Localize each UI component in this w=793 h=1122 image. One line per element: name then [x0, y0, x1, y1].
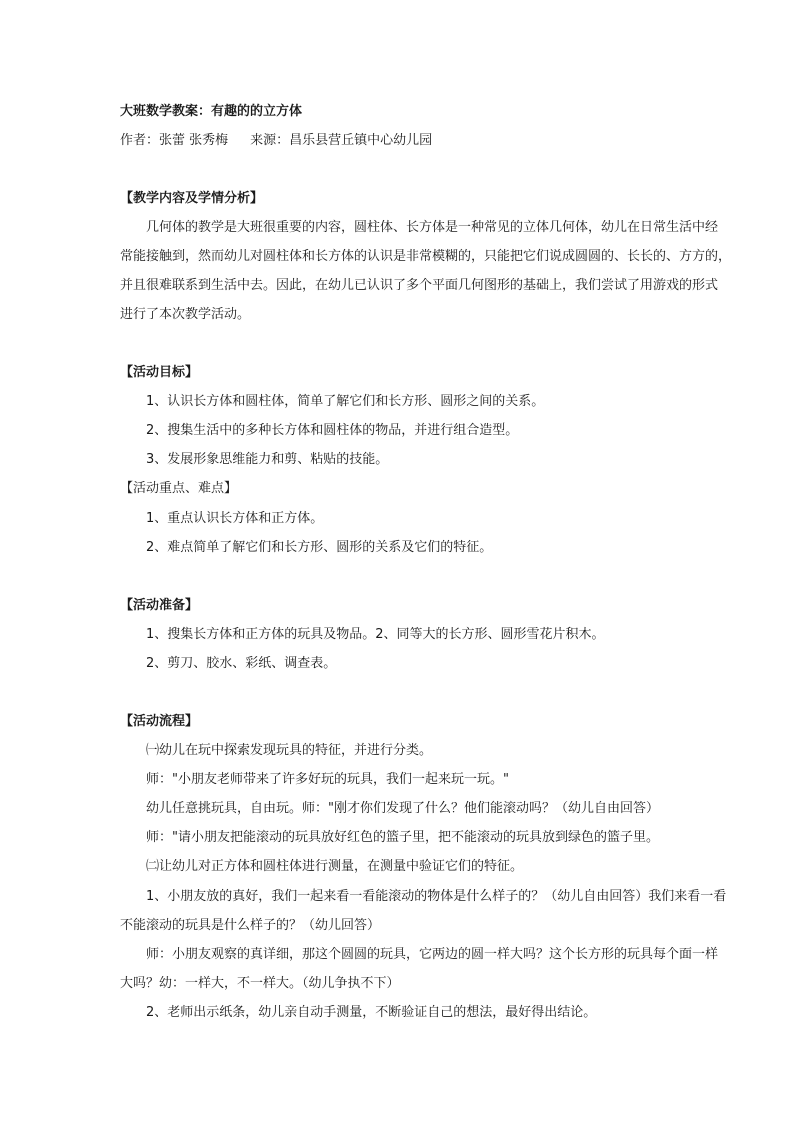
goal-item: 2、搜集生活中的多种长方体和圆柱体的物品，并进行组合造型。 [146, 423, 519, 438]
process-line: 幼儿任意挑玩具，自由玩。师："刚才你们发现了什么？他们能滚动吗？（幼儿自由回答） [146, 801, 659, 816]
process-line: 2、老师出示纸条，幼儿亲自动手测量，不断验证自己的想法，最好得出结论。 [146, 1005, 597, 1020]
analysis-line: 几何体的教学是大班很重要的内容，圆柱体、长方体是一种常见的立体几何体，幼儿在日常生活中经 [146, 220, 719, 235]
keypoints-heading: 【活动重点、难点】 [120, 481, 238, 496]
process-line: 1、小朋友放的真好，我们一起来看一看能滚动的物体是什么样子的？（幼儿自由回答）我们来看一看 [146, 889, 727, 904]
author-label: 作者：张蕾 张秀梅 [120, 133, 229, 148]
goal-item: 3、发展形象思维能力和剪、粘贴的技能。 [146, 452, 389, 467]
process-line: 大吗？幼：一样大，不一样大。（幼儿争执不下） [120, 976, 400, 991]
process-heading: 【活动流程】 [120, 714, 199, 729]
process-line: ㈠幼儿在玩中探索发现玩具的特征，并进行分类。 [146, 743, 433, 758]
process-line: 师："请小朋友把能滚动的玩具放好红色的篮子里，把不能滚动的玩具放到绿色的篮子里。 [146, 830, 659, 845]
analysis-line: 并且很难联系到生活中去。因此，在幼儿已认识了多个平面几何图形的基础上，我们尝试了用游戏的形式 [120, 278, 719, 293]
process-line: 师："小朋友老师带来了许多好玩的玩具，我们一起来玩一玩。" [146, 772, 509, 787]
keypoint-item: 2、难点简单了解它们和长方形、圆形的关系及它们的特征。 [146, 540, 493, 555]
analysis-line: 进行了本次教学活动。 [120, 307, 251, 322]
process-line: 不能滚动的玩具是什么样子的？（幼儿回答） [120, 918, 381, 933]
process-line: ㈡让幼儿对正方体和圆柱体进行测量，在测量中验证它们的特征。 [146, 859, 524, 874]
byline [120, 132, 432, 150]
analysis-heading: 【教学内容及学情分析】 [120, 191, 264, 206]
prep-item: 2、剪刀、胶水、彩纸、调查表。 [146, 656, 337, 671]
analysis-line: 常能接触到，然而幼儿对圆柱体和长方体的认识是非常模糊的，只能把它们说成圆圆的、长长的、方方的， [120, 249, 732, 264]
source-label: 来源：昌乐县营丘镇中心幼儿园 [250, 133, 433, 148]
prep-item: 1、搜集长方体和正方体的玩具及物品。2、同等大的长方形、圆形雪花片积木。 [146, 627, 605, 642]
goals-heading: 【活动目标】 [120, 365, 199, 380]
prep-heading: 【活动准备】 [120, 598, 199, 613]
goal-item: 1、认识长方体和圆柱体，简单了解它们和长方形、圆形之间的关系。 [146, 394, 545, 409]
page-title: 大班数学教案：有趣的的立方体 [120, 104, 303, 119]
keypoint-item: 1、重点认识长方体和正方体。 [146, 511, 324, 526]
process-line: 师：小朋友观察的真详细，那这个圆圆的玩具，它两边的圆一样大吗？这个长方形的玩具每个面一样 [146, 947, 719, 962]
